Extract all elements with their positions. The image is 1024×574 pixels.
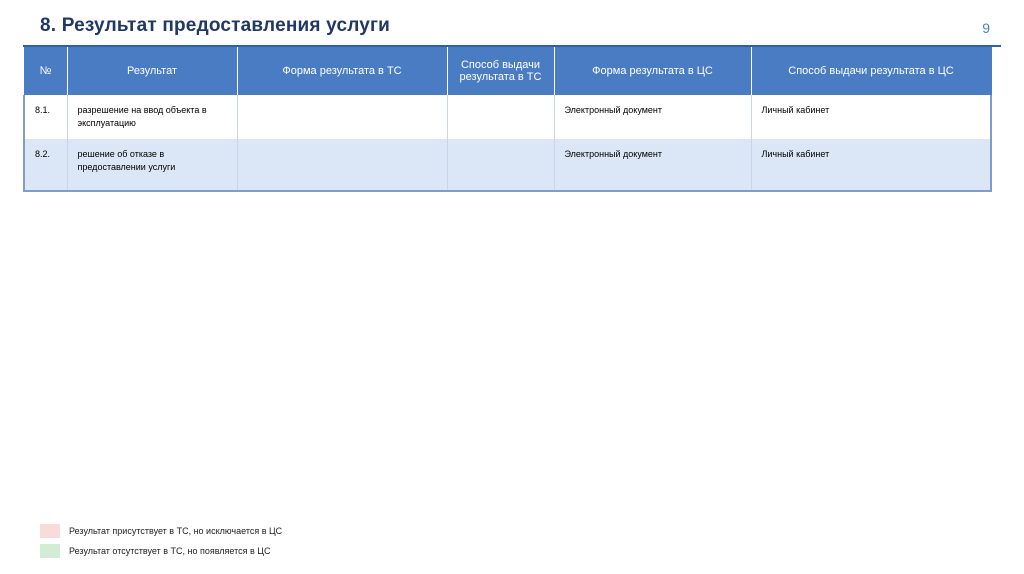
legend-swatch-red <box>40 524 60 538</box>
page-title: 8. Результат предоставления услуги <box>40 15 390 36</box>
cell-number: 8.2. <box>24 139 67 191</box>
legend-item-added <box>40 544 270 558</box>
header-method-ts: Способ выдачи результата в ТС <box>447 47 554 95</box>
cell-method-cs: Личный кабинет <box>751 95 991 139</box>
table-row <box>24 139 991 191</box>
cell-method-cs: Личный кабинет <box>751 139 991 191</box>
header-method-cs: Способ выдачи результата в ЦС <box>751 47 991 95</box>
legend-item-excluded <box>40 524 282 538</box>
cell-form-ts <box>237 95 447 139</box>
legend-label: Результат присутствует в ТС, но исключается в ЦС <box>69 526 283 536</box>
page-number: 9 <box>982 20 990 36</box>
cell-form-ts <box>237 139 447 191</box>
header-number: № <box>24 47 67 95</box>
results-table <box>23 47 992 192</box>
cell-result: решение об отказе в предоставлении услуги <box>67 139 237 191</box>
table-header-row <box>24 47 991 95</box>
header-form-ts: Форма результата в ТС <box>237 47 447 95</box>
header-form-cs: Форма результата в ЦС <box>554 47 751 95</box>
cell-form-cs: Электронный документ <box>554 95 751 139</box>
cell-result: разрешение на ввод объекта в эксплуатацию <box>67 95 237 139</box>
legend-label: Результат отсутствует в ТС, но появляется в ЦС <box>69 546 271 556</box>
table-row <box>24 95 991 139</box>
cell-method-ts <box>447 139 554 191</box>
header-result: Результат <box>67 47 237 95</box>
legend-swatch-green <box>40 544 60 558</box>
cell-number: 8.1. <box>24 95 67 139</box>
cell-form-cs: Электронный документ <box>554 139 751 191</box>
cell-method-ts <box>447 95 554 139</box>
